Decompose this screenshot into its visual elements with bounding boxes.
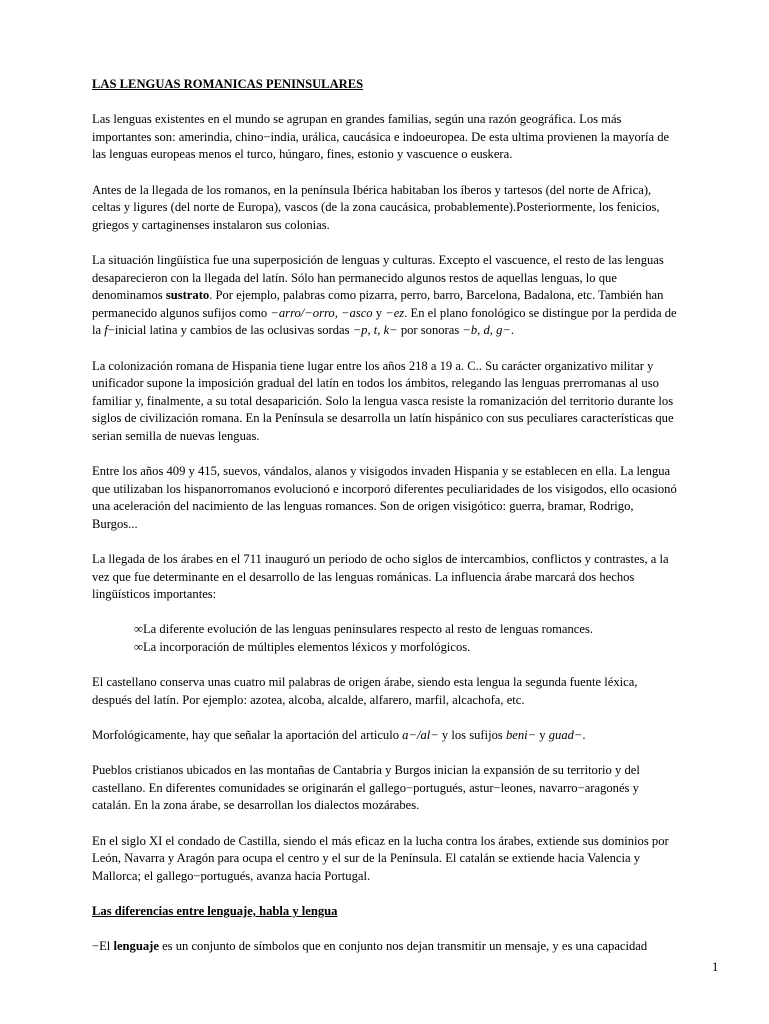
paragraph-arab-arrival: La llegada de los árabes en el 711 inauguró un periodo de ocho siglos de intercambios, conflictos y contrastes, a la vez que fue determinante en el desarrollo de las lenguas románicas. La influencia árabe marcará dos hechos lingüísticos importantes:	[92, 552, 669, 602]
voiced-stops: −b, d, g−	[462, 323, 511, 338]
spacer	[92, 657, 678, 675]
paragraph-linguistic-situation	[92, 252, 678, 340]
bullet-list	[92, 621, 678, 656]
document-title: LAS LENGUAS ROMANICAS PENINSULARES	[92, 77, 364, 91]
voiceless-stops: −p, t, k−	[352, 323, 398, 338]
section-subheading: Las diferencias entre lenguaje, habla y lengua	[92, 903, 338, 918]
text-segment: −inicial latina y cambios de las oclusivas sordas	[107, 323, 353, 338]
spacer	[92, 340, 678, 358]
spacer	[92, 94, 678, 112]
paragraph-languages-families: Las lenguas existentes en el mundo se agrupan en grandes familias, según una razón geográfica. Los más importantes son: amerindia, chino−india, urálica, caucásica e indoeuropea. De esta ultima provienen la mayoría de las lenguas europeas menos el turco, húngaro, fines, estonio y vascuence o euskera.	[92, 112, 670, 162]
text-segment: y	[536, 727, 549, 742]
letter-f: f	[104, 323, 108, 338]
term-sustrato: sustrato	[165, 288, 210, 303]
text-segment: es un conjunto de símbolos que en conjunto nos dejan transmitir un mensaje, y es una capacidad	[158, 939, 648, 954]
paragraph-arabic-lexicon: El castellano conserva unas cuatro mil palabras de origen árabe, siendo esta lengua la segunda fuente léxica, después del latín. Por ejemplo: azotea, alcoba, alcalde, alfarero, marfil, alcachofa, etc.	[92, 675, 638, 707]
spacer	[92, 445, 678, 463]
text-segment: −El	[92, 939, 114, 954]
page-number: 1	[712, 960, 719, 974]
spacer	[92, 815, 678, 833]
text-segment: Morfológicamente, hay que señalar la aportación del articulo	[92, 727, 403, 742]
text-segment: .	[510, 323, 515, 338]
spacer	[92, 709, 678, 727]
term-lenguaje: lenguaje	[113, 939, 159, 954]
text-segment: . En el plano fonológico se distingue por la perdida de la	[92, 305, 677, 338]
article-a-al: a−/al−	[402, 727, 439, 742]
text-segment: .	[582, 727, 586, 742]
paragraph-castile-eleventh-century: En el siglo XI el condado de Castilla, siendo el más eficaz en la lucha contra los árabes, extiende sus dominios por León, Navarra y Aragón para ocupa el centro y el sur de la Península. El catalán se extiende hacia Valencia y Mallorca; el gallego−portugués, avanza hacia Portugal.	[92, 833, 669, 883]
document-body	[92, 76, 678, 956]
text-segment: por sonoras	[397, 323, 463, 338]
text-segment: . Por ejemplo, palabras como pizarra, perro, barro, Barcelona, Badalona, etc. También han permanecido algunos sufijos como	[92, 288, 664, 320]
spacer	[92, 234, 678, 252]
suffix-arro-orro-asco: −arro/−orro, −asco	[270, 305, 373, 320]
paragraph-pre-roman-peoples: Antes de la llegada de los romanos, en la península Ibérica habitaban los íberos y tartesos (del norte de Africa), celtas y ligures (del norte de Europa), vascos (de la zona caucásica, probablemente).Posteriormente, los fenicios, griegos y cartaginenses instalaron sus colonias.	[92, 182, 660, 232]
spacer	[92, 164, 678, 182]
suffix-ez: −ez	[385, 305, 405, 320]
list-item: ∞La incorporación de múltiples elementos léxicos y morfológicos.	[134, 640, 471, 654]
paragraph-christian-expansion: Pueblos cristianos ubicados en las montañas de Cantabria y Burgos inician la expansión de su territorio y del castellano. En diferentes comunidades se originarán el gallego−portugués, astur−leones, navarro−aragonés y catalán. En la zona árabe, se desarrollan los dialectos mozárabes.	[92, 763, 640, 813]
spacer	[92, 885, 678, 903]
spacer	[92, 604, 678, 622]
text-segment: La situación lingüística fue una superposición de lenguas y culturas. Excepto el vascuence, el resto de las lenguas desaparecieron con la llegada del latín. Sólo han permanecido algunos restos de aquellas lenguas, lo que denominamos	[92, 252, 664, 303]
paragraph-roman-colonization: La colonización romana de Hispania tiene lugar entre los años 218 a 19 a. C.. Su carácter organizativo militar y unificador supone la imposición gradual del latín en todos los ámbitos, relegando las lenguas prerromanas al uso familiar y, finalmente, a su total desaparición. Solo la lengua vasca resiste la romanización del territorio durante los siglos de civilización romana. En la Península se desarrolla un latín hispánico con sus peculiares características que serian semilla de nuevas lenguas.	[92, 358, 674, 443]
suffix-guad: guad−	[548, 727, 583, 742]
spacer	[92, 533, 678, 551]
spacer	[92, 921, 678, 939]
paragraph-morphology	[92, 727, 678, 745]
spacer	[92, 745, 678, 763]
text-segment: y	[372, 305, 386, 320]
suffix-beni: beni−	[505, 727, 537, 742]
paragraph-lenguaje-definition	[92, 938, 678, 956]
paragraph-germanic-invasions: Entre los años 409 y 415, suevos, vándalos, alanos y visigodos invaden Hispania y se establecen en ella. La lengua que utilizaban los hispanorromanos evolucionó e incorporó diferentes peculiaridades de los visigodos, ello ocasionó una aceleración del nacimiento de las lenguas romances. Son de origen visigótico: guerra, bramar, Rodrigo, Burgos...	[92, 464, 677, 531]
list-item: ∞La diferente evolución de las lenguas peninsulares respecto al resto de lenguas romances.	[134, 622, 594, 637]
text-segment: y los sufijos	[438, 727, 506, 742]
